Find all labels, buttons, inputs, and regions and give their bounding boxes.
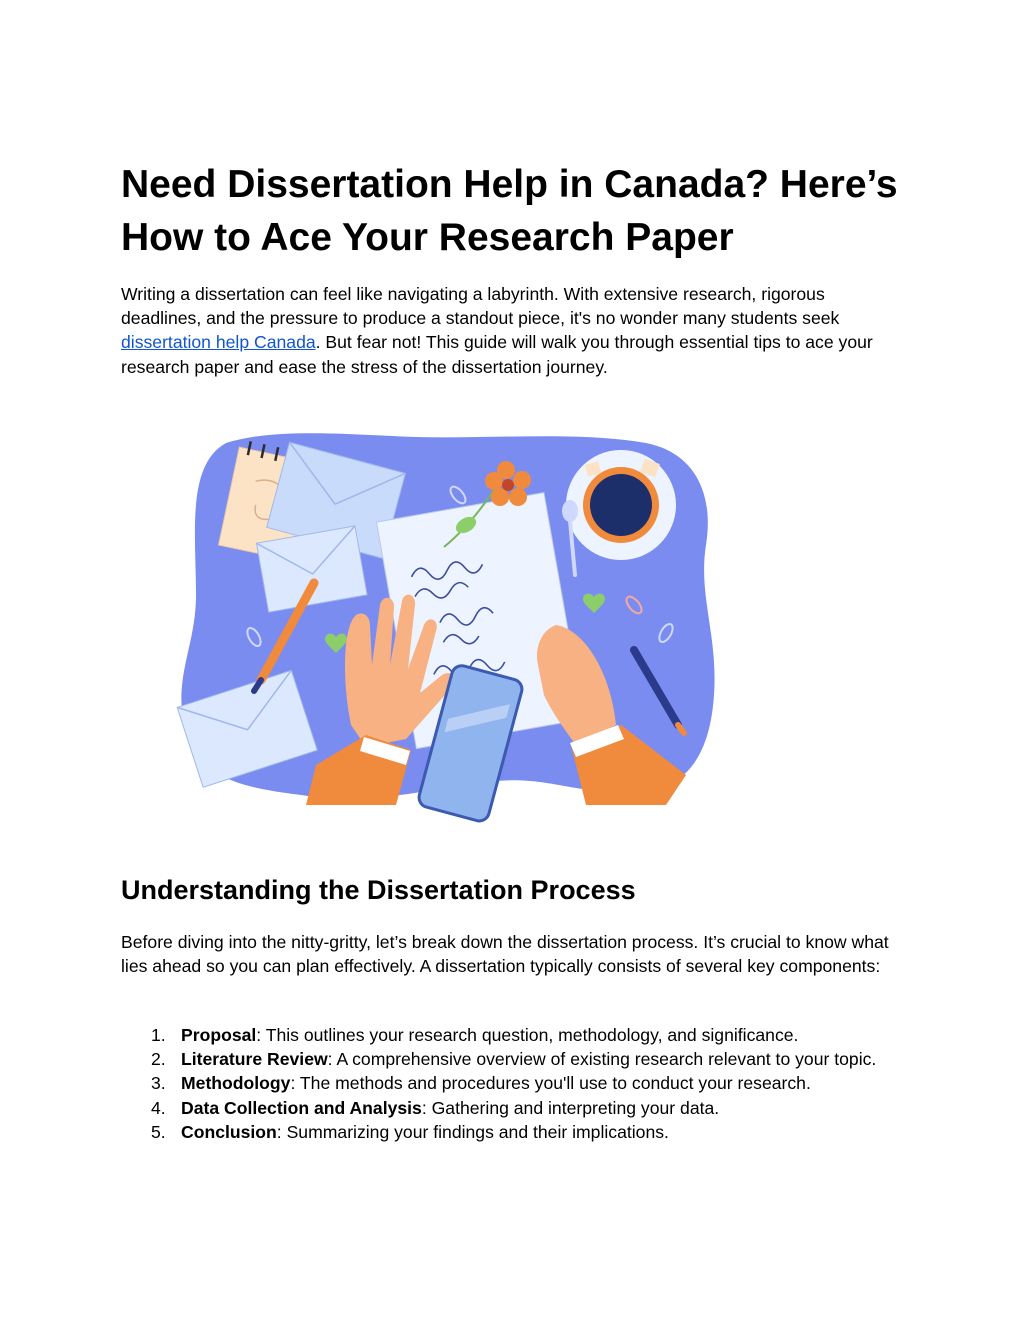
dissertation-help-canada-link[interactable]: dissertation help Canada (121, 332, 316, 353)
intro-paragraph (121, 282, 891, 379)
list-term: Literature Review (181, 1049, 328, 1070)
list-item (121, 1071, 881, 1095)
component-list (121, 1023, 881, 1144)
list-term: Data Collection and Analysis (181, 1097, 422, 1118)
list-number: 3. (151, 1073, 166, 1094)
list-term: Proposal (181, 1025, 257, 1045)
writing-desk-illustration (166, 425, 726, 825)
list-desc: : This outlines your research question, methodology, and significance. (256, 1025, 799, 1045)
intro-text-before-link: Writing a dissertation can feel like navigating a labyrinth. With extensive research, rigorous deadlines, and the pressure to produce a standout piece, it's no wonder many students seek (121, 284, 840, 329)
page-title: Need Dissertation Help in Canada? Here’s How to Ace Your Research Paper (121, 163, 898, 259)
list-term: Methodology (181, 1073, 291, 1094)
list-desc: : A comprehensive overview of existing research relevant to your topic. (327, 1049, 877, 1070)
intro-text-after-link: . But fear not! This guide will walk you through essential tips to ace your research paper and ease the stress of the dissertation journey. (121, 332, 873, 377)
list-desc: : Gathering and interpreting your data. (421, 1097, 720, 1118)
coffee-cup-icon (566, 450, 676, 560)
list-item (121, 1096, 881, 1120)
list-number: 1. (151, 1025, 166, 1045)
list-number: 5. (151, 1121, 166, 1142)
list-item (121, 1047, 881, 1071)
illustration-svg (166, 425, 726, 825)
list-term: Conclusion (181, 1121, 277, 1142)
list-item (121, 1023, 881, 1047)
section-paragraph: Before diving into the nitty-gritty, let’s break down the dissertation process. It’s crucial to know what lies ahead so you can plan effectively. A dissertation typically consists of several key components: (121, 932, 889, 977)
list-item (121, 1120, 881, 1144)
list-number: 2. (151, 1049, 166, 1070)
list-desc: : The methods and procedures you'll use to conduct your research. (290, 1073, 811, 1094)
list-desc: : Summarizing your findings and their implications. (276, 1121, 669, 1142)
section-heading: Understanding the Dissertation Process (121, 875, 636, 905)
list-number: 4. (151, 1097, 166, 1118)
